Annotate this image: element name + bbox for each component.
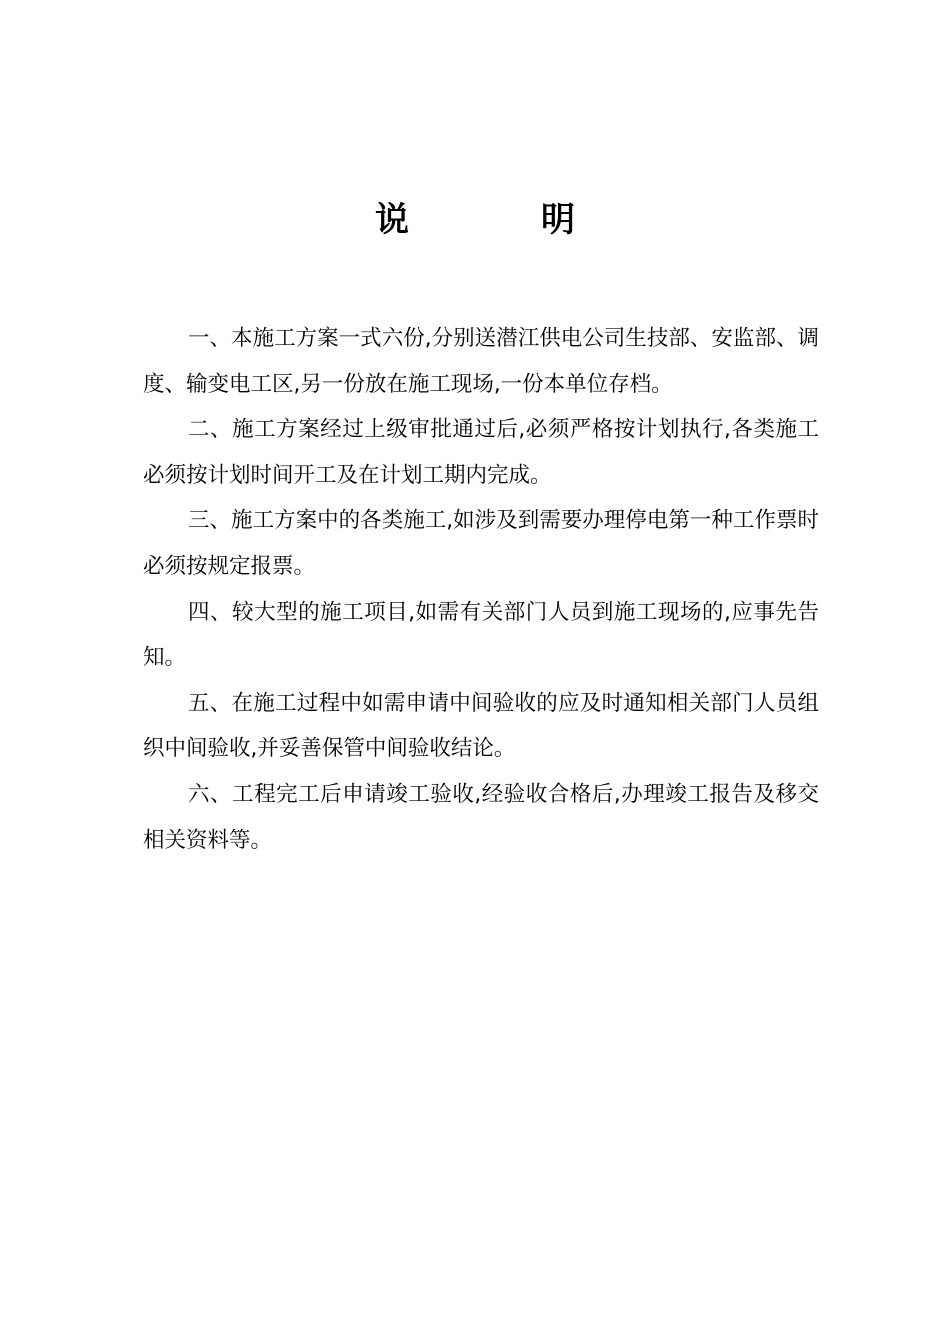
paragraph-6: 六、工程完工后申请竣工验收,经验收合格后,办理竣工报告及移交相关资料等。 — [143, 781, 819, 853]
title-char-2: 明 — [541, 200, 575, 240]
title-char-1: 说 — [375, 200, 409, 240]
paragraph-5: 五、在施工过程中如需申请中间验收的应及时通知相关部门人员组织中间验收,并妥善保管中间验收结论。 — [143, 690, 819, 762]
page-title — [0, 196, 950, 244]
paragraph-1: 一、本施工方案一式六份,分别送潜江供电公司生技部、安监部、调度、输变电工区,另一份放在施工现场,一份本单位存档。 — [143, 326, 819, 397]
instructions-body — [143, 316, 819, 863]
paragraph-3: 三、施工方案中的各类施工,如涉及到需要办理停电第一种工作票时必须按规定报票。 — [143, 508, 819, 579]
paragraph-2: 二、施工方案经过上级审批通过后,必须严格按计划执行,各类施工必须按计划时间开工及在计划工期内完成。 — [143, 417, 819, 488]
paragraph-4: 四、较大型的施工项目,如需有关部门人员到施工现场的,应事先告知。 — [143, 599, 819, 671]
